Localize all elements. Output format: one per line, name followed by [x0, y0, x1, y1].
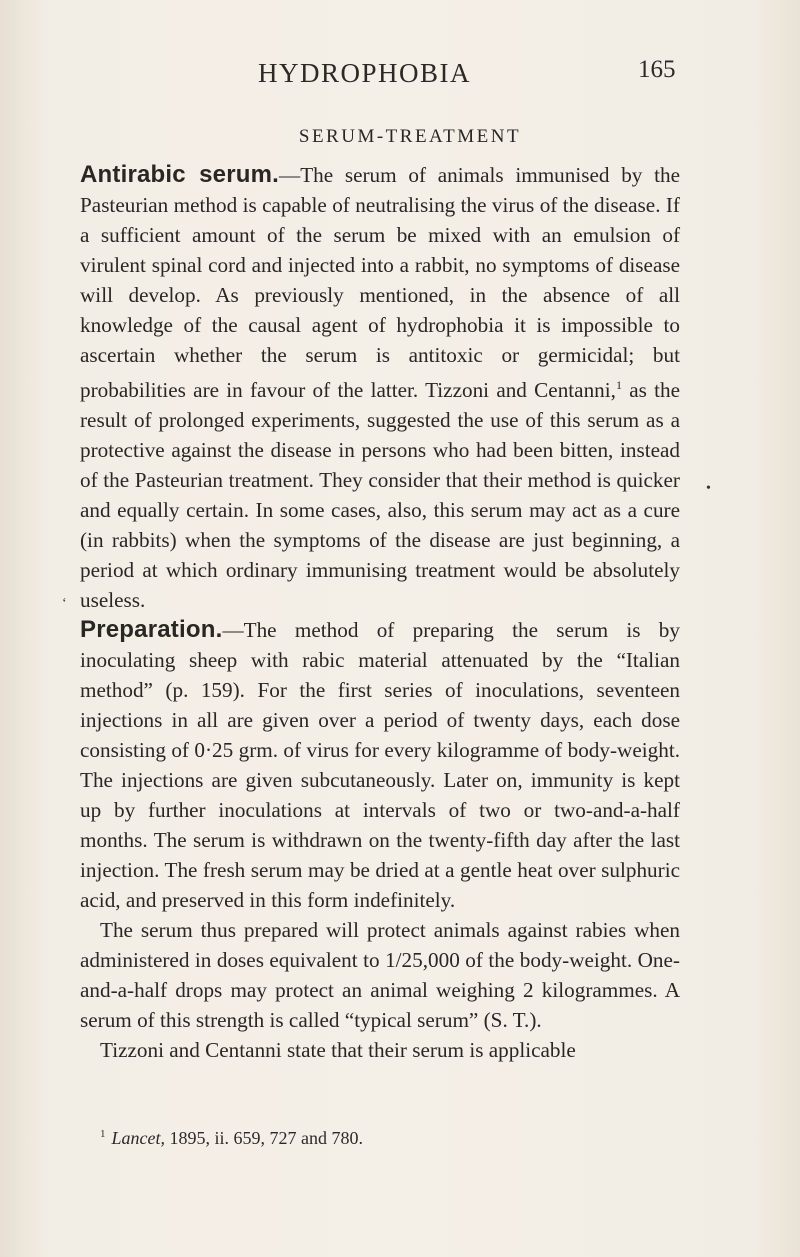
margin-tick-mark: ‘	[62, 596, 67, 611]
paragraph-preparation	[80, 615, 680, 915]
paragraph-text-continued: as the result of prolonged experiments, suggested the use of this serum as a protective against the disease in persons who had been bitten, instead of the Pasteurian treatment. They consider that their method is quicker and equally certain. In some cases, also, this serum may act as a cure (in rabbits) when the symptoms of the disease are just beginning, a period at which ordinary immunising treatment would be absolutely useless.	[80, 378, 680, 613]
paragraph-heading-antirabic-serum: Antirabic serum.	[80, 161, 280, 188]
paragraph-text: —The serum of animals immunised by the Pasteurian method is capable of neutralising the virus of the disease. If a sufficient amount of the serum be mixed with an emulsion of virulent spinal cord and injected into a rabbit, no symptoms of disease will develop. As previously mentioned, in the absence of all knowledge of the causal agent of hydrophobia it is impossible to ascertain whether the serum is antitoxic or germicidal; but probabilities are in favour of the latter. Tizzoni and Centanni,	[80, 163, 680, 403]
margin-dot-mark: •	[706, 481, 711, 496]
paragraph-typical-serum: The serum thus prepared will protect animals against rabies when administered in doses equivalent to 1/25,000 of the body-weight. One-and-a-half drops may protect an animal weighing 2 kilogrammes. A serum of this strength is called “typical serum” (S. T.).	[80, 918, 680, 1033]
paragraph-antirabic-serum	[80, 160, 680, 615]
section-title: SERUM-TREATMENT	[298, 126, 522, 147]
running-title: HYDROPHOBIA	[258, 58, 472, 88]
paragraph-heading-preparation: Preparation.	[80, 616, 223, 644]
footnote-journal: Lancet,	[111, 1128, 165, 1148]
running-head	[0, 58, 800, 98]
footnote-citation: 1895, ii. 659, 727 and 780.	[165, 1128, 363, 1148]
paragraph-text: —The method of preparing the serum is by inoculating sheep with rabic material attenuated by the “Italian method” (p. 159). For the first series of inoculations, seventeen injections in all are given over a period of twenty days, each dose consisting of 0·25 grm. of virus for every kilogramme of body-weight. The injections are given subcutaneously. Later on, immunity is kept up by further inoculations at intervals of two or two-and-a-half months. The serum is withdrawn on the twenty-fifth day after the last injection. The fresh serum may be dried at a gentle heat over sulphuric acid, and preserved in this form indefinitely.	[80, 618, 680, 913]
footnote-reference: 1	[615, 378, 622, 392]
page-number: 165	[638, 56, 676, 83]
footnote-marker: 1	[100, 1128, 106, 1140]
paragraph-applicability: Tizzoni and Centanni state that their serum is applicable	[100, 1038, 576, 1063]
body-text	[80, 160, 680, 1065]
footnote	[100, 1128, 363, 1149]
